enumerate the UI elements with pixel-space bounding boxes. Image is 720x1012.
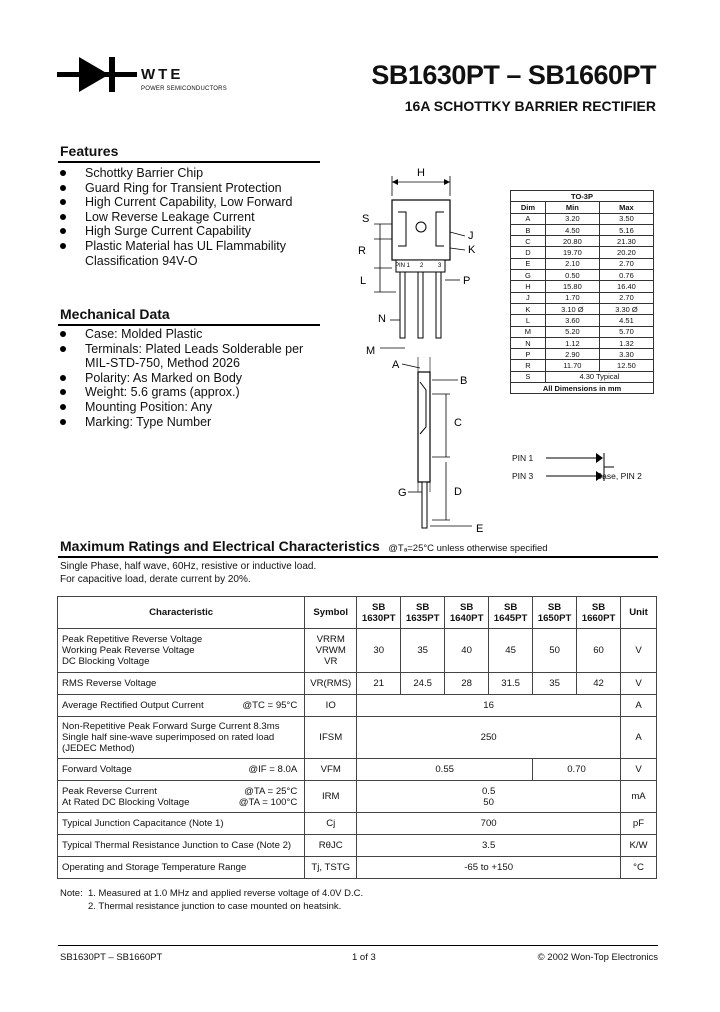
dim-table-cell: 20.80	[545, 236, 599, 247]
dim-table-row	[511, 303, 654, 314]
pin-schematic	[508, 450, 658, 490]
ratings-condition: @Tₐ=25°C unless otherwise specified	[388, 543, 548, 554]
dim-table-cell: 2.10	[545, 258, 599, 269]
dim-table-cell: 1.70	[545, 292, 599, 303]
dim-table-cell: M	[511, 326, 546, 337]
logo-brand: WTE	[141, 66, 184, 83]
dim-label-b: B	[460, 375, 468, 387]
col-header-part: SB 1635PT	[401, 597, 445, 629]
dim-table-row	[511, 247, 654, 258]
table-row: Typical Thermal Resistance Junction to Case (Note 2) RθJC 3.5 K/W	[58, 835, 657, 857]
dim-label-r: R	[358, 245, 366, 257]
logo-tagline: POWER SEMICONDUCTORS	[141, 86, 227, 92]
dim-table-cell: 19.70	[545, 247, 599, 258]
features-heading: Features	[60, 143, 119, 159]
dim-table-footer: All Dimensions in mm	[511, 383, 654, 394]
dim-table-row	[511, 337, 654, 348]
dim-table-cell: N	[511, 337, 546, 348]
dim-table-cell: R	[511, 360, 546, 371]
dim-table-cell: G	[511, 270, 546, 281]
ratings-heading: Maximum Ratings and Electrical Characteristics	[60, 538, 380, 554]
dim-label-s: S	[362, 213, 370, 225]
dim-table-cell: 2.90	[545, 349, 599, 360]
package-outline-diagram	[350, 162, 500, 532]
list-item: High Surge Current Capability	[59, 224, 339, 239]
page-subtitle: 16A SCHOTTKY BARRIER RECTIFIER	[404, 98, 656, 114]
footer-left: SB1630PT – SB1660PT	[60, 952, 163, 963]
dim-table-cell: 21.30	[599, 236, 653, 247]
ratings-heading-block	[60, 538, 548, 556]
dim-table-package: TO-3P	[511, 191, 654, 202]
dim-table-cell: 16.40	[599, 281, 653, 292]
col-header-part: SB 1630PT	[357, 597, 401, 629]
table-row: RMS Reverse Voltage VR(RMS) 21 24.5 28 31.5 35 42 V	[58, 673, 657, 695]
mechanical-rule	[58, 324, 320, 326]
dim-label-c: C	[454, 417, 462, 429]
list-item: Marking: Type Number	[59, 415, 339, 430]
dim-table-header: Max	[599, 202, 653, 213]
list-item: Low Reverse Leakage Current	[59, 210, 339, 225]
list-item: Weight: 5.6 grams (approx.)	[59, 385, 339, 400]
dim-label-d: D	[454, 486, 462, 498]
dim-table-cell: 4.50	[545, 224, 599, 235]
dim-table-cell: 1.32	[599, 337, 653, 348]
dim-table-cell: A	[511, 213, 546, 224]
dim-table-cell: 5.16	[599, 224, 653, 235]
dim-table-row	[511, 236, 654, 247]
dim-table-row	[511, 326, 654, 337]
dim-table-cell: B	[511, 224, 546, 235]
dim-table-cell: 3.30	[599, 349, 653, 360]
dim-table-cell: 0.50	[545, 270, 599, 281]
dim-table-cell: H	[511, 281, 546, 292]
dim-table-row	[511, 224, 654, 235]
list-item: Mounting Position: Any	[59, 400, 339, 415]
page-title: SB1630PT – SB1660PT	[371, 60, 656, 90]
dim-label-h: H	[417, 167, 425, 179]
ratings-table	[57, 596, 657, 879]
dim-label-n: N	[378, 313, 386, 325]
dim-table-cell: 5.20	[545, 326, 599, 337]
dim-table-cell: D	[511, 247, 546, 258]
list-item: Polarity: As Marked on Body	[59, 371, 339, 386]
table-row: Typical Junction Capacitance (Note 1) Cj 700 pF	[58, 813, 657, 835]
list-item: Case: Molded Plastic	[59, 327, 339, 342]
col-header-part: SB 1640PT	[445, 597, 489, 629]
dim-table-header: Min	[545, 202, 599, 213]
dim-table-cell: 12.50	[599, 360, 653, 371]
notes-label: Note:	[60, 888, 83, 899]
table-row: Peak Repetitive Reverse Voltage Working Peak Reverse Voltage DC Blocking Voltage VRRM VRWM VR 30 35 40 45 50 60 V	[58, 629, 657, 673]
dim-table-row	[511, 213, 654, 224]
dim-label-l: L	[360, 275, 367, 287]
col-header-characteristic: Characteristic	[58, 597, 305, 629]
dim-table-row	[511, 292, 654, 303]
footer-right: © 2002 Won-Top Electronics	[537, 952, 658, 963]
note-item: 2. Thermal resistance junction to case mounted on heatsink.	[88, 901, 342, 912]
dim-table-cell: 20.20	[599, 247, 653, 258]
dim-table-cell: 5.70	[599, 326, 653, 337]
dim-label-a: A	[392, 359, 400, 371]
mechanical-heading: Mechanical Data	[60, 306, 170, 322]
table-row: Operating and Storage Temperature Range Tj, TSTG -65 to +150 °C	[58, 857, 657, 879]
col-header-part: SB 1645PT	[489, 597, 533, 629]
company-logo	[57, 54, 227, 100]
dim-table-header: Dim	[511, 202, 546, 213]
ratings-note-1: Single Phase, half wave, 60Hz, resistive or inductive load.	[60, 561, 317, 572]
list-item: Guard Ring for Transient Protection	[59, 181, 339, 196]
table-row: Non-Repetitive Peak Forward Surge Current 8.3ms Single half sine-wave superimposed on rated load (JEDEC Method) IFSM 250 A	[58, 717, 657, 759]
dim-table-row	[511, 258, 654, 269]
pin-label-2: 2	[420, 263, 424, 269]
mechanical-list	[59, 327, 339, 429]
dim-table-cell: C	[511, 236, 546, 247]
dim-table-cell: 4.30 Typical	[545, 371, 653, 382]
schematic-pin3: PIN 3	[512, 471, 534, 481]
dim-table-cell: 3.60	[545, 315, 599, 326]
dim-label-g: G	[398, 487, 407, 499]
dimension-table	[510, 190, 654, 394]
dim-label-j: J	[468, 230, 474, 242]
dim-table-cell: J	[511, 292, 546, 303]
dim-table-cell: 3.20	[545, 213, 599, 224]
dim-table-row	[511, 270, 654, 281]
schematic-case: Case, PIN 2	[596, 471, 642, 481]
list-item: Schottky Barrier Chip	[59, 166, 339, 181]
dim-table-cell: 3.10 Ø	[545, 303, 599, 314]
dim-table-cell: K	[511, 303, 546, 314]
list-item: Plastic Material has UL Flammability	[59, 239, 339, 254]
footer-page: 1 of 3	[352, 952, 376, 963]
col-header-part: SB 1650PT	[533, 597, 577, 629]
dim-table-cell: L	[511, 315, 546, 326]
dim-label-m: M	[366, 345, 376, 357]
note-item: 1. Measured at 1.0 MHz and applied reverse voltage of 4.0V D.C.	[88, 888, 364, 899]
table-row: Forward Voltage @IF = 8.0A VFM 0.55 0.70 V	[58, 759, 657, 781]
table-row: Peak Reverse Current @TA = 25°C At Rated DC Blocking Voltage @TA = 100°C IRM 0.5 50 mA	[58, 781, 657, 813]
list-item: High Current Capability, Low Forward	[59, 195, 339, 210]
dim-table-row	[511, 281, 654, 292]
dim-table-cell: 2.70	[599, 258, 653, 269]
dim-label-k: K	[468, 244, 476, 256]
dim-table-cell: 15.80	[545, 281, 599, 292]
ratings-rule	[58, 556, 658, 558]
pin-label-3: 3	[438, 263, 442, 269]
features-list	[59, 166, 339, 254]
dim-table-cell: S	[511, 371, 546, 382]
schematic-pin1: PIN 1	[512, 453, 534, 463]
dim-table-cell: 1.12	[545, 337, 599, 348]
dim-table-cell: 0.76	[599, 270, 653, 281]
table-row: Average Rectified Output Current @TC = 95°C IO 16 A	[58, 695, 657, 717]
dim-table-cell: 11.70	[545, 360, 599, 371]
diode-logo-icon	[57, 54, 137, 96]
features-item-continuation: Classification 94V-O	[85, 254, 198, 268]
col-header-symbol: Symbol	[305, 597, 357, 629]
list-item-continuation: MIL-STD-750, Method 2026	[85, 356, 240, 371]
dim-table-cell: 3.30 Ø	[599, 303, 653, 314]
dim-table-cell: P	[511, 349, 546, 360]
dim-table-row	[511, 360, 654, 371]
list-item: Terminals: Plated Leads Solderable per	[59, 342, 339, 357]
notes	[60, 887, 363, 913]
dim-table-cell: 4.51	[599, 315, 653, 326]
col-header-unit: Unit	[621, 597, 657, 629]
pin-label-1: PIN 1	[395, 263, 411, 269]
dim-table-row	[511, 349, 654, 360]
dim-table-cell: E	[511, 258, 546, 269]
dim-label-e: E	[476, 523, 484, 532]
dim-table-cell: 3.50	[599, 213, 653, 224]
col-header-part: SB 1660PT	[577, 597, 621, 629]
footer-rule	[58, 945, 658, 946]
ratings-note-2: For capacitive load, derate current by 20%.	[60, 574, 251, 585]
features-rule	[58, 161, 320, 163]
dim-table-cell: 2.70	[599, 292, 653, 303]
dim-table-row	[511, 315, 654, 326]
dim-label-p: P	[463, 275, 471, 287]
